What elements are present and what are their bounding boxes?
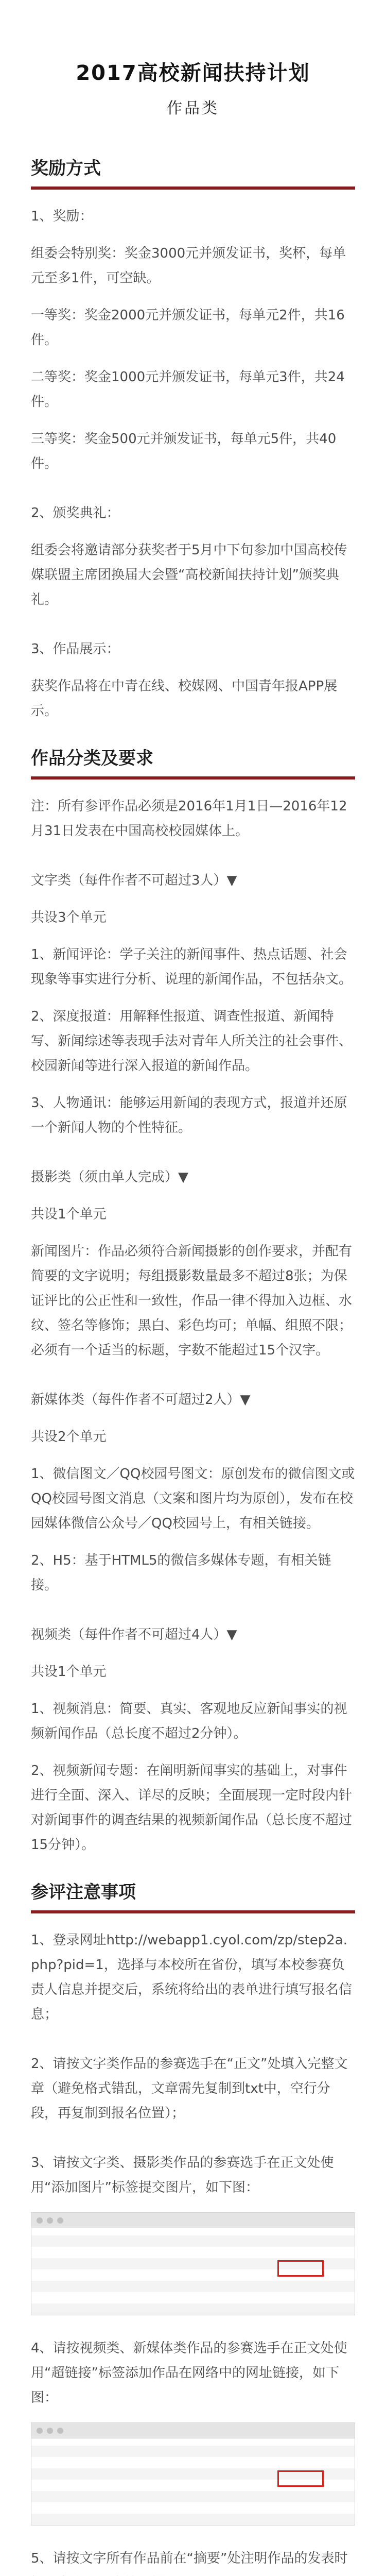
section-notes [31,1878,355,2576]
category-newmedia-item-2: 2、H5：基于HTML5的微信多媒体专题，有相关链接。 [31,1553,331,1593]
categories-note: 注：所有参评作品必须是2016年1月1日—2016年12月31日发表在中国高校校园媒体上。 [31,799,347,839]
page-subtitle: 作品类 [167,99,219,117]
section-awards [31,154,355,723]
category-text-units: 共设3个单元 [31,910,107,925]
note-item-2: 2、请按文字类作品的参赛选手在“正文”处填入完整文章（避免格式错乱，文章需先复制到txt中，空行分段，再复制到报名位置）； [31,2056,348,2121]
note-item-1: 1、登录网址http://webapp1.cyol.com/zp/step2a.php?pid=1，选择与本校所在省份，填写本校参赛负责人信息并提交后，系统将给出的表单进行填写报名信息； [31,1933,353,2022]
awards-display: 获奖作品将在中青在线、校媒网、中国青年报APP展示。 [31,679,338,719]
category-video-heading: 视频类（每件作者不可超过4人）▼ [31,1627,237,1642]
category-video-item-1: 1、视频消息：简要、真实、客观地反应新闻事实的视频新闻作品（总长度不超过2分钟）。 [31,1701,347,1741]
category-photo-units: 共设1个单元 [31,1207,107,1222]
category-text-item-1: 1、新闻评论：学子关注的新闻事件、热点话题、社会现象等事实进行分析、说理的新闻作品，不包括杂文。 [31,947,353,987]
section-title-notes: 参评注意事项 [31,1878,355,1913]
awards-first: 一等奖：奖金2000元并颁发证书，每单元2件，共16件。 [31,308,345,348]
page-header [0,0,386,133]
note-item-5: 5、请按文字所有作品前在“摘要”处注明作品的发表时 [31,2551,348,2566]
awards-heading-1: 1、奖励： [31,209,93,224]
category-photo-item: 新闻图片：作品必须符合新闻摄影的创作要求，并配有简要的文字说明；每组摄影数量最多不超过8张；为保证评比的公正性和一致性，作品一律不得加入边框、水纹、签名等修饰；黑白、彩色均可；单幅、组照不限；必须有一个适当的标题，字数不能超过15个汉字。 [31,1244,353,1358]
awards-special: 组委会特别奖：奖金3000元并颁发证书，奖杯，每单元至多1件，可空缺。 [31,246,346,286]
section-categories [31,744,355,1857]
page-title: 2017高校新闻扶持计划 [76,61,310,85]
category-newmedia-units: 共设2个单元 [31,1429,107,1445]
note-item-3: 3、请按文字类、摄影类作品的参赛选手在正文处使用“添加图片”标签提交图片，如下图： [31,2155,334,2195]
awards-ceremony: 组委会将邀请部分获奖者于5月中下旬参加中国高校传媒联盟主席团换届大会暨“高校新闻扶持计划”颁奖典礼。 [31,543,347,607]
category-video-item-2: 2、视频新闻专题：在阐明新闻事实的基础上，对事件进行全面、深入、详尽的反映；全面展现一定时段内针对新闻事件的调查结果的视频新闻作品（总长度不超过15分钟）。 [31,1763,353,1853]
category-video-units: 共设1个单元 [31,1664,107,1680]
hyperlink-screenshot [31,2422,355,2526]
category-newmedia-item-1: 1、微信图文／QQ校园号图文：原创发布的微信图文或QQ校园号图文消息（文案和图片均为原创），发布在校园媒体微信公众号／QQ校园号上，有相关链接。 [31,1466,355,1531]
awards-heading-3: 3、作品展示： [31,641,120,657]
section-title-awards: 奖励方式 [31,154,355,190]
awards-second: 二等奖：奖金1000元并颁发证书，每单元3件，共24件。 [31,369,345,410]
category-photo-heading: 摄影类（须由单人完成）▼ [31,1170,188,1185]
highlight-box [277,2260,324,2277]
add-image-screenshot [31,2212,355,2315]
category-text-item-3: 3、人物通讯：能够运用新闻的表现方式，报道并还原一个新闻人物的个性特征。 [31,1095,347,1136]
awards-heading-2: 2、颁奖典礼： [31,505,120,521]
awards-third: 三等奖：奖金500元并颁发证书，每单元5件，共40件。 [31,431,337,471]
highlight-box [277,2470,324,2487]
category-newmedia-heading: 新媒体类（每件作者不可超过2人）▼ [31,1392,251,1408]
note-item-4: 4、请按视频类、新媒体类作品的参赛选手在正文处使用“超链接”标签添加作品在网络中的网址链接，如下图： [31,2341,347,2405]
category-text-item-2: 2、深度报道：用解释性报道、调查性报道、新闻特写、新闻综述等表现手法对青年人所关注的社会事件、校园新闻等进行深入报道的新闻作品。 [31,1009,353,1074]
category-text-heading: 文字类（每件作者不可超过3人）▼ [31,873,237,888]
section-title-categories: 作品分类及要求 [31,744,355,779]
